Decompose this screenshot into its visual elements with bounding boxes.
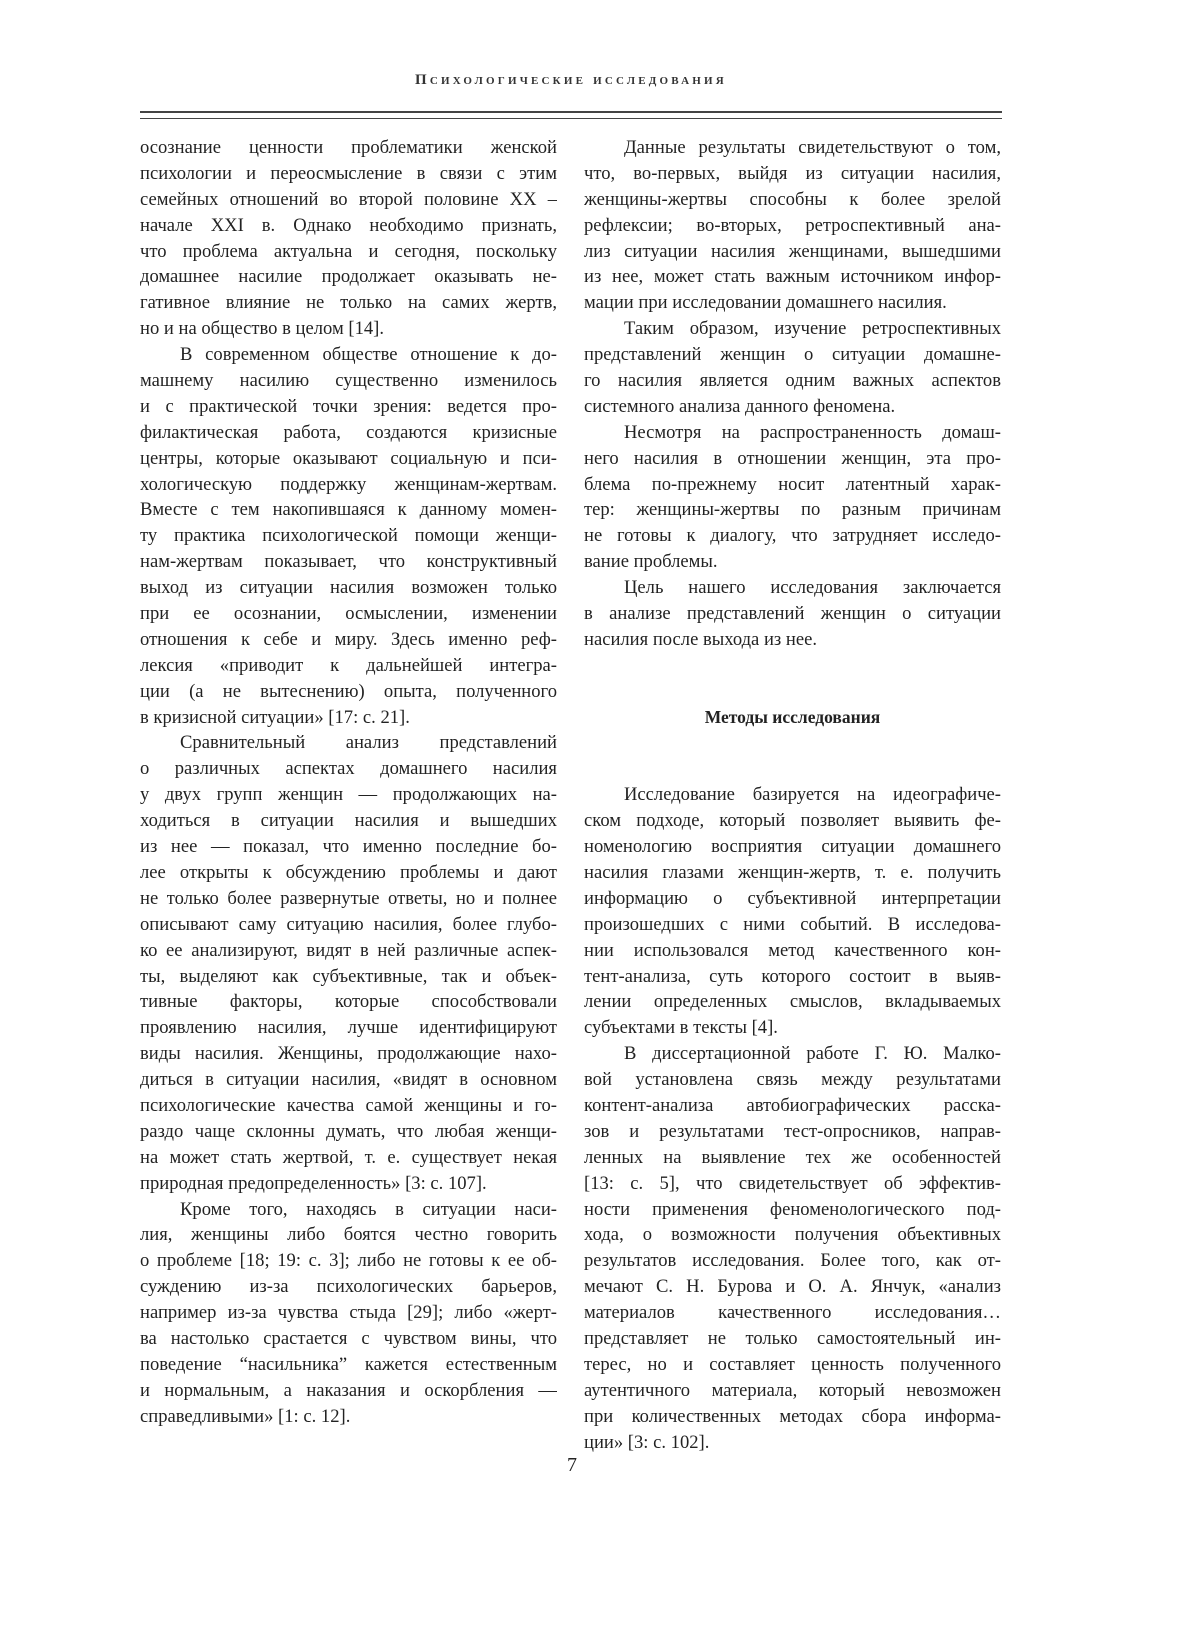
text-line: при ее осознании, осмыслении, изменении: [140, 601, 557, 627]
text-line: в кризисной ситуации» [17: с. 21].: [140, 705, 557, 731]
text-line: центры, которые оказывают социальную и пси-: [140, 446, 557, 472]
section-heading: Методы исследования: [584, 705, 1001, 731]
text-line: лиз ситуации насилия женщинами, вышедшими: [584, 239, 1001, 265]
page-number: 7: [0, 1454, 1144, 1477]
text-line: тивные факторы, которые способствовали: [140, 989, 557, 1015]
text-line: филактическая работа, создаются кризисные: [140, 420, 557, 446]
text-line: В современном обществе отношение к до-: [140, 342, 557, 368]
text-line: проявлению насилия, лучше идентифицируют: [140, 1015, 557, 1041]
header-rule-bottom: [140, 118, 1002, 119]
text-line: ва настолько срастается с чувством вины, что: [140, 1326, 557, 1352]
text-line: тент-анализа, суть которого состоит в выяв-: [584, 964, 1001, 990]
text-line: хологическую поддержку женщинам-жертвам.: [140, 472, 557, 498]
text-line: материалов качественного исследования…: [584, 1300, 1001, 1326]
text-line: ту практика психологической помощи женщи-: [140, 523, 557, 549]
text-line: не готовы к диалогу, что затрудняет исследо-: [584, 523, 1001, 549]
text-line: рефлексии; во-вторых, ретроспективный ана-: [584, 213, 1001, 239]
text-line: Сравнительный анализ представлений: [140, 730, 557, 756]
text-line: психологические качества самой женщины и го-: [140, 1093, 557, 1119]
text-line: мечают С. Н. Бурова и О. А. Янчук, «анализ: [584, 1274, 1001, 1300]
text-line: вой установлена связь между результатами: [584, 1067, 1001, 1093]
text-line: и с практической точки зрения: ведется про-: [140, 394, 557, 420]
paragraph: [584, 316, 1001, 420]
text-line: семейных отношений во второй половине XX –: [140, 187, 557, 213]
text-line: у двух групп женщин — продолжающих на-: [140, 782, 557, 808]
text-line: психологии и переосмысление в связи с этим: [140, 161, 557, 187]
text-line: контент-анализа автобиографических расска-: [584, 1093, 1001, 1119]
blank-line: [584, 730, 1001, 756]
text-line: нии использовался метод качественного кон-: [584, 938, 1001, 964]
text-line: справедливыми» [1: с. 12].: [140, 1404, 557, 1430]
text-line: представлений женщин о ситуации домашне-: [584, 342, 1001, 368]
text-line: Данные результаты свидетельствуют о том,: [584, 135, 1001, 161]
text-line: насилия после выхода из нее.: [584, 627, 1001, 653]
blank-line: [584, 653, 1001, 679]
text-line: суждению из-за психологических барьеров,: [140, 1274, 557, 1300]
text-line: на может стать жертвой, т. е. существует некая: [140, 1145, 557, 1171]
text-line: ности применения феноменологического под-: [584, 1197, 1001, 1223]
text-line: субъектами в тексты [4].: [584, 1015, 1001, 1041]
paragraph: [584, 782, 1001, 1041]
right-column: [584, 135, 1001, 1455]
text-line: представляет не только самостоятельный ин-: [584, 1326, 1001, 1352]
text-line: хода, о возможности получения объективных: [584, 1222, 1001, 1248]
text-line: номенологию восприятия ситуации домашнего: [584, 834, 1001, 860]
text-line: результатов исследования. Более того, как от-: [584, 1248, 1001, 1274]
text-line: аутентичного материала, который невозможен: [584, 1378, 1001, 1404]
blank-line: [584, 756, 1001, 782]
text-line: Цель нашего исследования заключается: [584, 575, 1001, 601]
running-head: Психологические исследования: [140, 72, 1002, 89]
text-line: описывают саму ситуацию насилия, более глубо-: [140, 912, 557, 938]
text-line: зов и результатами тест-опросников, направ-: [584, 1119, 1001, 1145]
text-line: него насилия в отношении женщин, эта про-: [584, 446, 1001, 472]
text-line: что проблема актуальна и сегодня, поскольку: [140, 239, 557, 265]
text-line: из нее — показал, что именно последние бо-: [140, 834, 557, 860]
text-line: системного анализа данного феномена.: [584, 394, 1001, 420]
text-line: Вместе с тем накопившаяся к данному момен-: [140, 497, 557, 523]
text-line: отношения к себе и миру. Здесь именно реф-: [140, 627, 557, 653]
text-line: Кроме того, находясь в ситуации наси-: [140, 1197, 557, 1223]
text-line: но и на общество в целом [14].: [140, 316, 557, 342]
text-line: мации при исследовании домашнего насилия.: [584, 290, 1001, 316]
text-line: раздо чаще склонны думать, что любая женщи-: [140, 1119, 557, 1145]
paragraph: [584, 420, 1001, 575]
text-line: поведение “насильника” кажется естественным: [140, 1352, 557, 1378]
text-line: вание проблемы.: [584, 549, 1001, 575]
text-line: о различных аспектах домашнего насилия: [140, 756, 557, 782]
text-line: [13: с. 5], что свидетельствует об эффектив-: [584, 1171, 1001, 1197]
text-line: блема по-прежнему носит латентный харак-: [584, 472, 1001, 498]
text-line: домашнее насилие продолжает оказывать не-: [140, 264, 557, 290]
text-line: в анализе представлений женщин о ситуации: [584, 601, 1001, 627]
text-line: виды насилия. Женщины, продолжающие нахо-: [140, 1041, 557, 1067]
text-line: ском подходе, который позволяет выявить фе-: [584, 808, 1001, 834]
left-column: [140, 135, 557, 1430]
text-line: ции» [3: с. 102].: [584, 1430, 1001, 1456]
text-line: женщины-жертвы способны к более зрелой: [584, 187, 1001, 213]
text-line: Несмотря на распространенность домаш-: [584, 420, 1001, 446]
text-line: природная предопределенность» [3: с. 107].: [140, 1171, 557, 1197]
text-line: выход из ситуации насилия возможен только: [140, 575, 557, 601]
text-line: ходиться в ситуации насилия и вышедших: [140, 808, 557, 834]
paragraph: [584, 1041, 1001, 1455]
paragraph: [584, 575, 1001, 653]
paragraph: [140, 1197, 557, 1430]
text-line: насилия глазами женщин-жертв, т. е. получить: [584, 860, 1001, 886]
text-line: информацию о субъективной интерпретации: [584, 886, 1001, 912]
text-line: осознание ценности проблематики женской: [140, 135, 557, 161]
text-line: при количественных методах сбора информа-: [584, 1404, 1001, 1430]
paragraph: [140, 135, 557, 342]
text-line: о проблеме [18; 19: с. 3]; либо не готовы к ее об-: [140, 1248, 557, 1274]
text-line: лении определенных смыслов, вкладываемых: [584, 989, 1001, 1015]
text-line: гативное влияние не только на самих жертв,: [140, 290, 557, 316]
text-line: например из-за чувства стыда [29]; либо «жерт-: [140, 1300, 557, 1326]
text-line: диться в ситуации насилия, «видят в основном: [140, 1067, 557, 1093]
paragraph: [584, 135, 1001, 316]
text-line: ленных на выявление тех же особенностей: [584, 1145, 1001, 1171]
text-line: начале XXI в. Однако необходимо признать,: [140, 213, 557, 239]
text-line: машнему насилию существенно изменилось: [140, 368, 557, 394]
text-line: терес, но и составляет ценность полученного: [584, 1352, 1001, 1378]
text-line: ции (а не вытеснению) опыта, полученного: [140, 679, 557, 705]
text-line: из нее, может стать важным источником инфор-: [584, 264, 1001, 290]
header-rule-top: [140, 111, 1002, 113]
text-line: В диссертационной работе Г. Ю. Малко-: [584, 1041, 1001, 1067]
text-line: что, во-первых, выйдя из ситуации насилия,: [584, 161, 1001, 187]
text-line: лия, женщины либо боятся честно говорить: [140, 1222, 557, 1248]
text-line: лее открыты к обсуждению проблемы и дают: [140, 860, 557, 886]
paragraph: [140, 342, 557, 730]
text-line: го насилия является одним важных аспектов: [584, 368, 1001, 394]
text-line: не только более развернутые ответы, но и полнее: [140, 886, 557, 912]
paragraph: [140, 730, 557, 1196]
text-line: тер: женщины-жертвы по разным причинам: [584, 497, 1001, 523]
text-line: ты, выделяют как субъективные, так и объек-: [140, 964, 557, 990]
blank-line: [584, 679, 1001, 705]
text-line: Таким образом, изучение ретроспективных: [584, 316, 1001, 342]
text-line: и нормальным, а наказания и оскорбления —: [140, 1378, 557, 1404]
text-line: произошедших с ними событий. В исследова-: [584, 912, 1001, 938]
text-line: ко ее анализируют, видят в ней различные аспек-: [140, 938, 557, 964]
text-line: лексия «приводит к дальнейшей интегра-: [140, 653, 557, 679]
text-line: нам-жертвам показывает, что конструктивный: [140, 549, 557, 575]
text-line: Исследование базируется на идеографиче-: [584, 782, 1001, 808]
